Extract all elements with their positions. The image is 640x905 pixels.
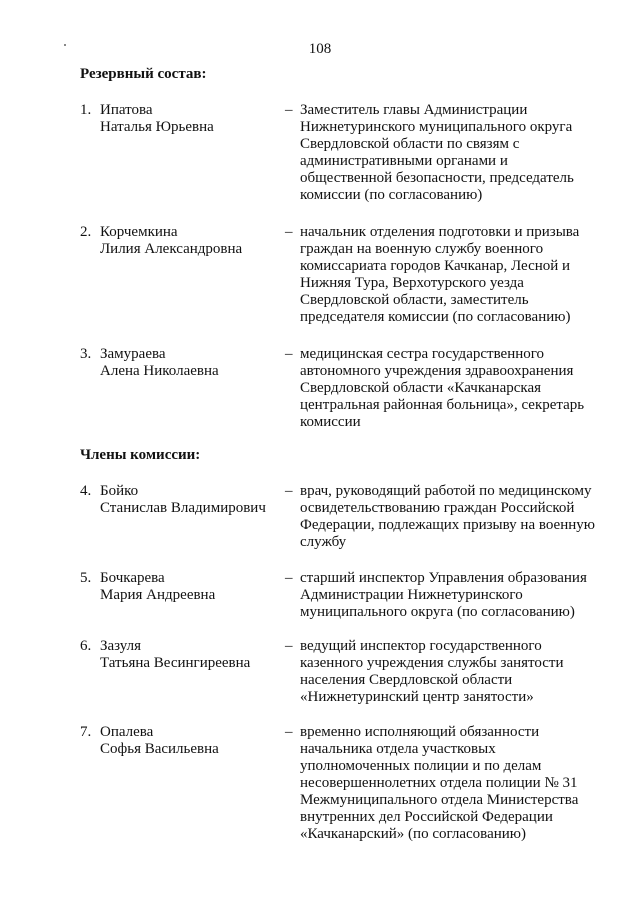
given-names: Наталья Юрьевна (100, 119, 214, 135)
desc-line: казенного учреждения службы занятости (300, 655, 564, 671)
desc-line: начальника отдела участковых (300, 741, 496, 757)
desc-line: общественной безопасности, председатель (300, 170, 574, 186)
desc-line: медицинская сестра государственного (300, 346, 545, 362)
surname: Бойко (100, 483, 139, 499)
desc-line: граждан на военную службу военного (300, 241, 544, 257)
desc-line: Федерации, подлежащих призыву на военную (300, 517, 595, 533)
position-description (300, 638, 610, 706)
position-description (300, 102, 610, 204)
desc-line: Нижнетуринского муниципального округа (300, 119, 573, 135)
dash-separator: – (285, 346, 293, 362)
section-title-members: Члены комиссии: (80, 447, 201, 463)
desc-line: центральная районная больница», секретарь (300, 397, 585, 413)
desc-line: уполномоченных полиции и по делам (300, 758, 542, 774)
item-number: 6. (80, 638, 92, 654)
desc-line: врач, руководящий работой по медицинскому (300, 483, 592, 499)
position-description (300, 570, 610, 621)
surname: Опалева (100, 724, 154, 740)
given-names: Татьяна Весингиреевна (100, 655, 251, 671)
given-names: Станислав Владимирович (100, 500, 266, 516)
position-description (300, 724, 610, 843)
position-description (300, 483, 610, 551)
given-names: Алена Николаевна (100, 363, 219, 379)
person-name (100, 638, 290, 672)
position-description (300, 346, 610, 431)
given-names: Софья Васильевна (100, 741, 219, 757)
desc-line: освидетельствованию граждан Российской (300, 500, 575, 516)
item-number: 4. (80, 483, 92, 499)
person-name (100, 570, 290, 604)
desc-line: комиссариата городов Качканар, Лесной и (300, 258, 571, 274)
dash-separator: – (285, 724, 293, 740)
surname: Корчемкина (100, 224, 178, 240)
desc-line: службу (300, 534, 347, 550)
item-number: 3. (80, 346, 92, 362)
given-names: Мария Андреевна (100, 587, 216, 603)
desc-line: комиссии (по согласованию) (300, 187, 483, 203)
section-title-reserve: Резервный состав: (80, 66, 207, 82)
desc-line: административными органами и (300, 153, 508, 169)
item-number: 1. (80, 102, 92, 118)
desc-line: Нижняя Тура, Верхотурского уезда (300, 275, 524, 291)
desc-line: старший инспектор Управления образования (300, 570, 587, 586)
desc-line: автономного учреждения здравоохранения (300, 363, 574, 379)
item-number: 2. (80, 224, 92, 240)
desc-line: начальник отделения подготовки и призыва (300, 224, 580, 240)
dash-separator: – (285, 638, 293, 654)
desc-line: муниципального округа (по согласованию) (300, 604, 575, 620)
dash-separator: – (285, 570, 293, 586)
desc-line: Свердловской области «Качканарская (300, 380, 542, 396)
desc-line: населения Свердловской области (300, 672, 513, 688)
given-names: Лилия Александровна (100, 241, 243, 257)
dash-separator: – (285, 483, 293, 499)
person-name (100, 346, 290, 380)
desc-line: временно исполняющий обязанности (300, 724, 540, 740)
desc-line: Свердловской области, заместитель (300, 292, 529, 308)
desc-line: Межмуниципального отдела Министерства (300, 792, 579, 808)
desc-line: «Нижнетуринский центр занятости» (300, 689, 534, 705)
dash-separator: – (285, 102, 293, 118)
desc-line: Заместитель главы Администрации (300, 102, 528, 118)
desc-line: председателя комиссии (по согласованию) (300, 309, 571, 325)
position-description (300, 224, 610, 326)
surname: Замураева (100, 346, 166, 362)
page-number: 108 (308, 41, 332, 57)
desc-line: «Качканарский» (по согласованию) (300, 826, 526, 842)
desc-line: Свердловской области по связям с (300, 136, 520, 152)
desc-line: несовершеннолетних отдела полиции № 31 (300, 775, 578, 791)
surname: Бочкарева (100, 570, 165, 586)
person-name (100, 102, 290, 136)
desc-line: внутренних дел Российской Федерации (300, 809, 553, 825)
desc-line: комиссии (300, 414, 361, 430)
item-number: 5. (80, 570, 92, 586)
person-name (100, 224, 290, 258)
dash-separator: – (285, 224, 293, 240)
item-number: 7. (80, 724, 92, 740)
surname: Ипатова (100, 102, 153, 118)
person-name (100, 724, 290, 758)
desc-line: ведущий инспектор государственного (300, 638, 542, 654)
person-name (100, 483, 290, 517)
desc-line: Администрации Нижнетуринского (300, 587, 523, 603)
surname: Зазуля (100, 638, 142, 654)
